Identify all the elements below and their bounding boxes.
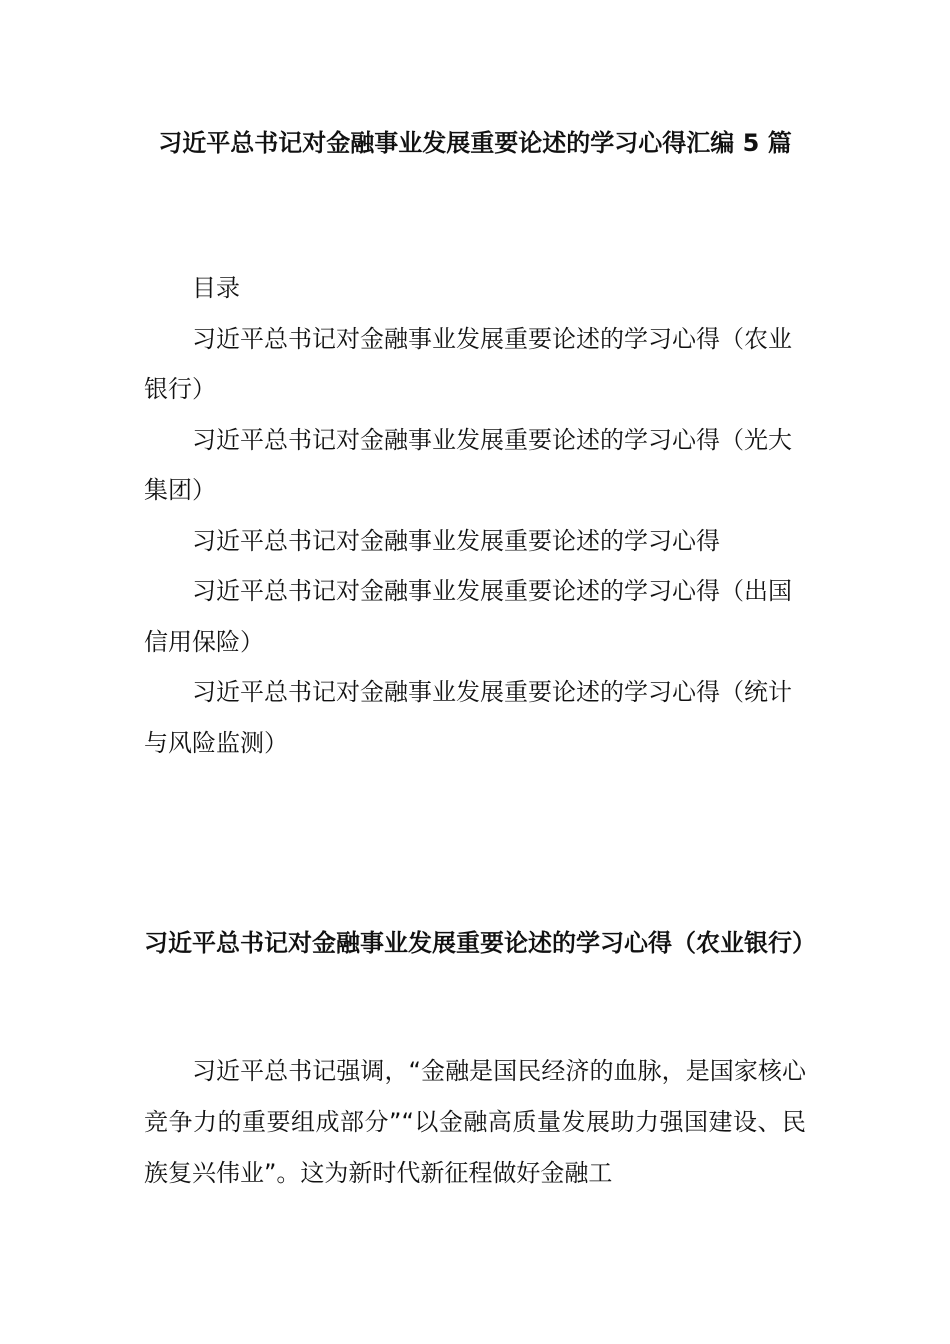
toc-item: 习近平总书记对金融事业发展重要论述的学习心得 [192,526,720,555]
document-title: 习近平总书记对金融事业发展重要论述的学习心得汇编 5 篇 [158,129,792,157]
toc-heading: 目录 [192,274,240,302]
toc-item: 习近平总书记对金融事业发展重要论述的学习心得（光大集团） [144,425,792,504]
toc-item: 习近平总书记对金融事业发展重要论述的学习心得（统计与风险监测） [144,678,792,757]
body-paragraph: 习近平总书记强调，“金融是国民经济的血脉，是国家核心竞争力的重要组成部分”“以金融高质量发展助力强国建设、民族复兴伟业”。这为新时代新征程做好金融工 [144,1057,806,1187]
toc-item: 习近平总书记对金融事业发展重要论述的学习心得（农业银行） [144,324,792,403]
section-title: 习近平总书记对金融事业发展重要论述的学习心得（农业银行） [144,929,816,957]
toc-item: 习近平总书记对金融事业发展重要论述的学习心得（出国信用保险） [144,577,792,656]
table-of-contents [144,263,806,768]
